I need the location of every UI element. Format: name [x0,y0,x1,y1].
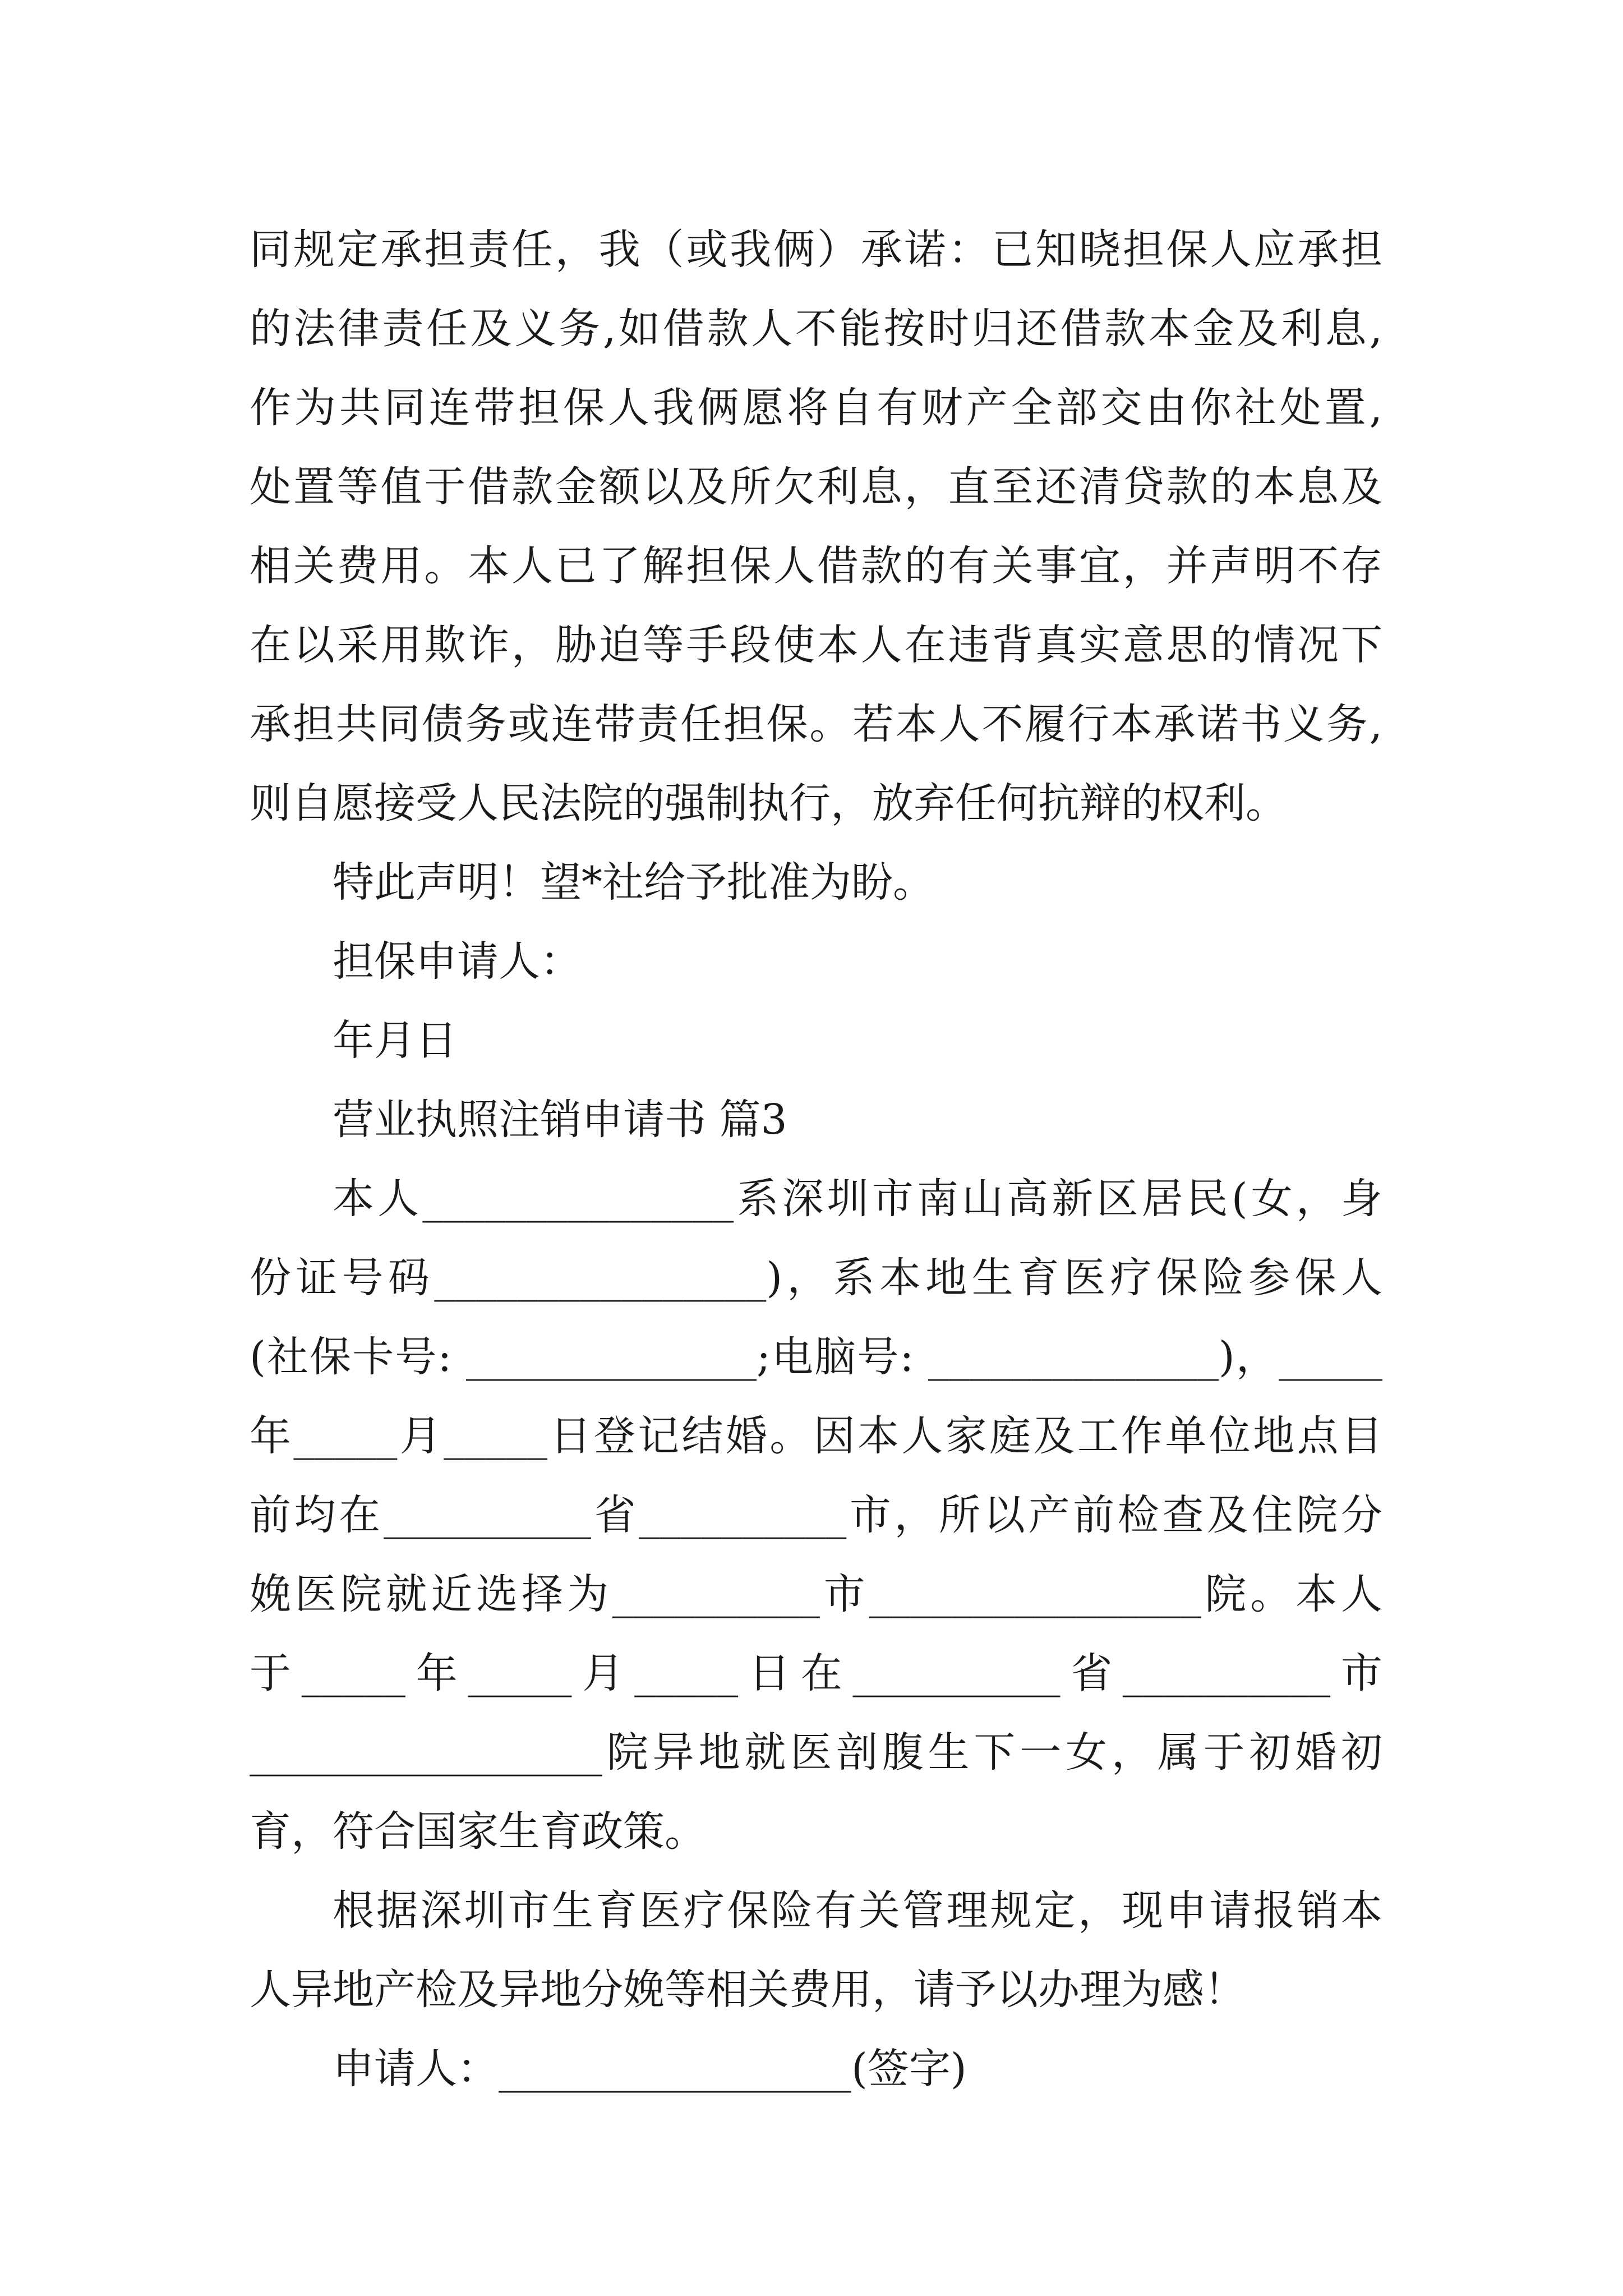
text-line: 则自愿接受人民法院的强制执行，放弃任何抗辩的权利。 [250,779,1287,827]
text-line: 于_____年_____月_____日在__________省__________市 [250,1649,1382,1697]
text-line: 相关费用。本人已了解担保人借款的有关事宜，并声明不存 [250,542,1382,590]
text-line: 承担共同债务或连带责任担保。若本人不履行本承诺书义务, [250,700,1382,748]
text-line: 前均在__________省__________市，所以产前检查及住院分 [250,1491,1382,1539]
text-line: _________________院异地就医剖腹生下一女，属于初婚初 [250,1728,1382,1777]
text-line: 在以采用欺诈，胁迫等手段使本人在违背真实意思的情况下 [250,621,1382,669]
text-line: 的法律责任及义务,如借款人不能按时归还借款本金及利息, [250,305,1382,353]
guarantor-signature-label: 担保申请人： [333,937,582,986]
text-line: (社保卡号: ______________;电脑号: ______________)，_____ [250,1333,1382,1381]
date-line: 年月日 [333,1016,457,1065]
paragraph-reimbursement-request [250,1871,1382,2030]
text-line: 本人_______________系深圳市南山高新区居民(女，身 [333,1175,1382,1223]
text-line: 年_____月_____日登记结婚。因本人家庭及工作单位地点目 [250,1412,1382,1460]
applicant-signature-line: 申请人：_________________(签字) [333,2045,967,2093]
text-line: 作为共同连带担保人我俩愿将自有财产全部交由你社处置, [250,384,1382,432]
text-line: 份证号码________________)，系本地生育医疗保险参保人 [250,1254,1382,1302]
section-title: 营业执照注销申请书 篇3 [333,1096,787,1144]
declaration-text: 特此声明！望*社给予批准为盼。 [333,858,934,907]
text-line: 娩医院就近选择为__________市________________院。本人 [250,1570,1382,1618]
text-line: 根据深圳市生育医疗保险有关管理规定，现申请报销本 [333,1887,1382,1935]
text-line: 处置等值于借款金额以及所欠利息，直至还清贷款的本息及 [250,463,1382,511]
text-line: 育，符合国家生育政策。 [250,1807,706,1856]
paragraph-guarantee-commitment [250,210,1382,843]
document-body [250,210,1382,2109]
text-line: 人异地产检及异地分娩等相关费用，请予以办理为感！ [250,1966,1246,2014]
text-line: 同规定承担责任，我（或我俩）承诺：已知晓担保人应承担 [250,226,1382,274]
paragraph-applicant-statement [250,1159,1382,1871]
